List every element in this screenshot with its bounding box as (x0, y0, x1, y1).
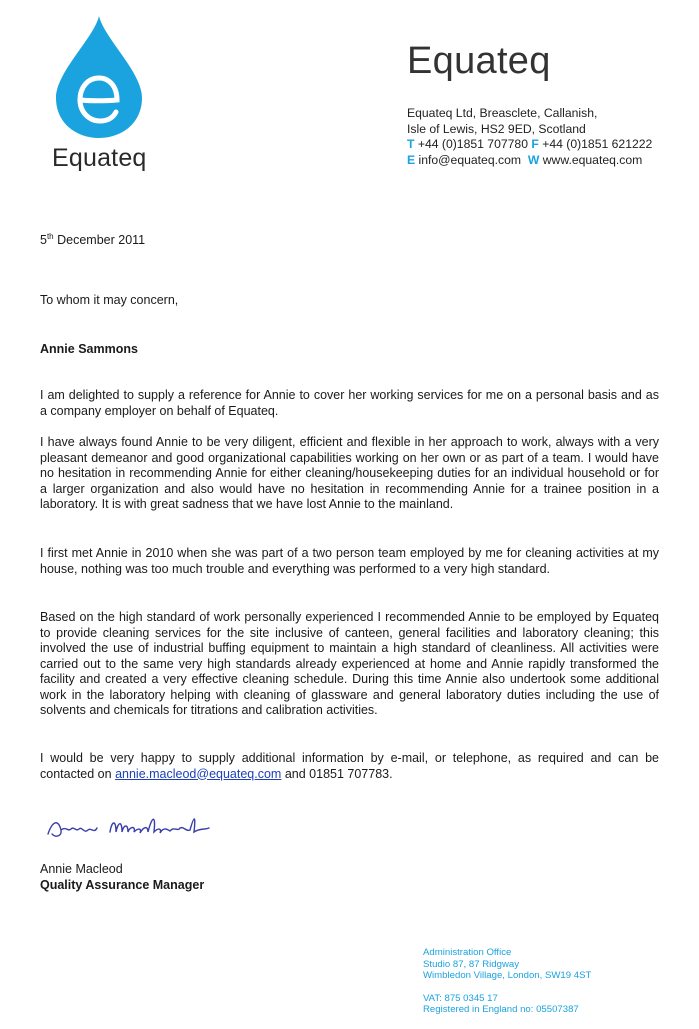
water-drop-icon (44, 14, 154, 142)
footer-office: Administration Office (423, 947, 512, 958)
address-line: Equateq Ltd, Breasclete, Callanish, (407, 106, 598, 120)
paragraph-4: Based on the high standard of work personally experienced I recommended Annie to be employed by Equateq to provide cleaning services for the site inclusive of canteen, general facilities and laboratory cleaning; this involved the use of industrial buffing equipment to maintain a high standard of cleanliness. All activities were carried out to the same very high standards already experienced at home and Annie rapidly transformed the facility and created a very effective cleaning schedule. During this time Annie also undertook some additional work in the laboratory helping with cleaning of glassware and general laboratory duties including the use of solvents and chemicals for titrations and calibration activities. (40, 610, 659, 717)
company-website[interactable]: www.equateq.com (542, 152, 643, 167)
signatory-name: Annie Macleod (40, 862, 123, 876)
tel-label: T (407, 137, 415, 151)
date-suffix: th (46, 232, 54, 241)
signatory-title: Quality Assurance Manager (40, 878, 205, 892)
phone-fax-line (407, 137, 652, 153)
footer-vat: VAT: 875 0345 17 (423, 992, 498, 1004)
company-email[interactable]: info@equateq.com (418, 152, 522, 167)
logo-wordmark: Equateq (52, 144, 147, 172)
footer-line: Studio 87, 87 Ridgway (423, 958, 519, 970)
paragraph-5 (40, 751, 659, 782)
fax-label: F (531, 137, 539, 151)
paragraph-5-end: and 01851 707783. (284, 766, 393, 781)
letter-subject: Annie Sammons (40, 342, 138, 356)
date-day: 5 (40, 233, 47, 248)
company-address (407, 106, 652, 168)
email-web-line (407, 153, 652, 169)
tel-number: +44 (0)1851 707780 (417, 137, 528, 151)
footer-line: Wimbledon Village, London, SW19 4ST (423, 970, 592, 981)
date-month-year: December 2011 (57, 233, 146, 248)
paragraph-2: I have always found Annie to be very diligent, efficient and flexible in her approach to work, always with a very pleasant demeanor and good organizational capabilities working on her own or as part of a team. I would have no hesitation in recommending Annie for either cleaning/housekeeping duties for an individual household or for a larger organization and also would have no hesitation in recommending Annie for a trainee position in a laboratory. It is with great sadness that we have lost Annie to the mainland. (40, 435, 659, 511)
handwritten-signature (44, 808, 219, 844)
web-label: W (527, 152, 540, 167)
salutation: To whom it may concern, (40, 293, 179, 307)
paragraph-5-text: I would be very happy to supply additional information by e-mail, or telephone, as required and can be contacted on (40, 751, 659, 781)
fax-number: +44 (0)1851 621222 (542, 137, 653, 151)
paragraph-3: I first met Annie in 2010 when she was part of a two person team employed by me for cleaning activities at my house, nothing was too much trouble and everything was performed to a very high standard. (40, 546, 659, 576)
email-label: E (407, 152, 416, 167)
company-logo (44, 14, 154, 179)
address-line: Isle of Lewis, HS2 9ED, Scotland (407, 121, 586, 136)
contact-email-link[interactable]: annie.macleod@equateq.com (115, 766, 282, 781)
footer-address (423, 947, 591, 1016)
letter-date (40, 232, 145, 247)
paragraph-1: I am delighted to supply a reference for Annie to cover her working services for me on a personal basis and as a company employer on behalf of Equateq. (40, 388, 659, 418)
company-name: Equateq (407, 40, 551, 82)
footer-registration: Registered in England no: 05507387 (423, 1004, 579, 1015)
